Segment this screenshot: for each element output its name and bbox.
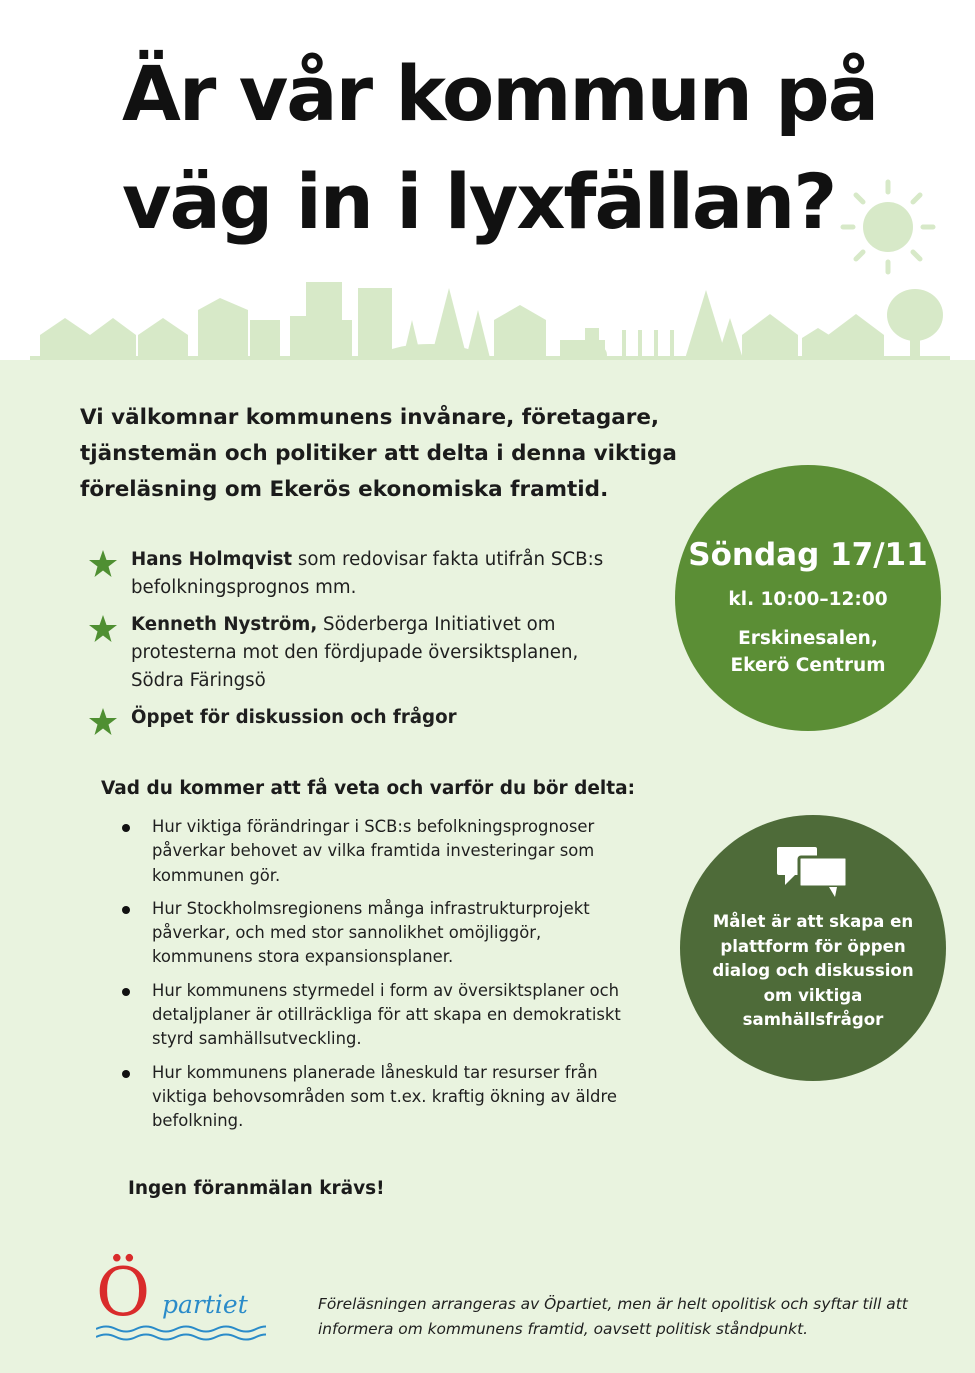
speaker-name: Hans Holmqvist bbox=[131, 549, 293, 570]
bullet-icon bbox=[122, 906, 130, 914]
event-time: kl. 10:00–12:00 bbox=[728, 589, 888, 610]
star-icon bbox=[88, 614, 118, 644]
goal-circle bbox=[680, 815, 946, 1081]
speaker-name: Öppet för diskussion och frågor bbox=[131, 707, 457, 728]
goal-text: Målet är att skapa en plattform för öppen dialog och diskussion om viktiga samhällsfrågor bbox=[712, 912, 914, 1029]
event-location bbox=[675, 625, 941, 679]
list-item bbox=[122, 897, 622, 970]
event-info-circle bbox=[675, 465, 941, 731]
opartiet-logo bbox=[92, 1248, 272, 1343]
list-item-text: Hur kommunens styrmedel i form av översiktsplaner och detaljplaner är otillräckliga för att skapa en demokratiskt styrd samhällsutveckling. bbox=[152, 980, 621, 1049]
title-line-2: väg in i lyxfällan? bbox=[122, 157, 836, 246]
footer-note: Föreläsningen arrangeras av Öpartiet, men är helt opolitisk och syftar till att informera om kommunens framtid, oavsett politisk ståndpunkt. bbox=[318, 1295, 908, 1338]
list-item-text: Hur viktiga förändringar i SCB:s befolkningsprognoser påverkar behovet av vilka framtida investeringar som kommunen gör. bbox=[152, 817, 595, 885]
list-item-text: Hur kommunens planerade låneskuld tar resurser från viktiga behovsområden som t.ex. kraftig ökning av äldre befolkning. bbox=[152, 1062, 617, 1131]
speaker-item bbox=[88, 546, 628, 602]
speaker-description: Söderberga Initiativet om protesterna mot den fördjupade översiktsplanen, Södra Färingsö bbox=[131, 614, 579, 691]
bullet-icon bbox=[122, 1070, 130, 1078]
event-location-line-2: Ekerö Centrum bbox=[730, 655, 886, 676]
bullet-icon bbox=[122, 988, 130, 996]
list-item bbox=[122, 815, 622, 888]
star-icon bbox=[88, 549, 118, 579]
logo-letter: Ö bbox=[96, 1254, 151, 1331]
event-date: Söndag 17/11 bbox=[688, 537, 928, 573]
list-item bbox=[122, 1061, 622, 1134]
speaker-description: som redovisar fakta utifrån SCB:s befolkningsprognos mm. bbox=[131, 549, 604, 598]
list-item-text: Hur Stockholmsregionens många infrastrukturprojekt påverkar, och med stor sannolikhet omöjliggör, kommunens stora expansionsplaner. bbox=[152, 898, 590, 967]
speaker-name: Kenneth Nyström, bbox=[131, 614, 318, 635]
learn-heading: Vad du kommer att få veta och varför du bör delta: bbox=[101, 778, 635, 799]
town-skyline-illustration bbox=[0, 170, 975, 370]
speaker-item bbox=[88, 704, 628, 732]
title-line-1: Är vår kommun på bbox=[122, 49, 877, 138]
logo-word: partiet bbox=[162, 1290, 248, 1319]
intro-text: Vi välkomnar kommunens invånare, företagare, tjänstemän och politiker att delta i denna viktiga föreläsning om Ekerös ekonomiska framtid. bbox=[80, 405, 677, 502]
no-registration-note: Ingen föranmälan krävs! bbox=[128, 1178, 385, 1199]
speaker-list bbox=[88, 546, 628, 741]
bullet-icon bbox=[122, 824, 130, 832]
star-icon bbox=[88, 707, 118, 737]
speaker-item bbox=[88, 611, 628, 695]
sun-icon bbox=[843, 182, 933, 272]
list-item bbox=[122, 979, 622, 1052]
event-location-line-1: Erskinesalen, bbox=[738, 628, 878, 649]
waves-icon bbox=[96, 1324, 266, 1342]
learn-list bbox=[122, 815, 622, 1143]
chat-bubbles-icon bbox=[775, 845, 851, 899]
